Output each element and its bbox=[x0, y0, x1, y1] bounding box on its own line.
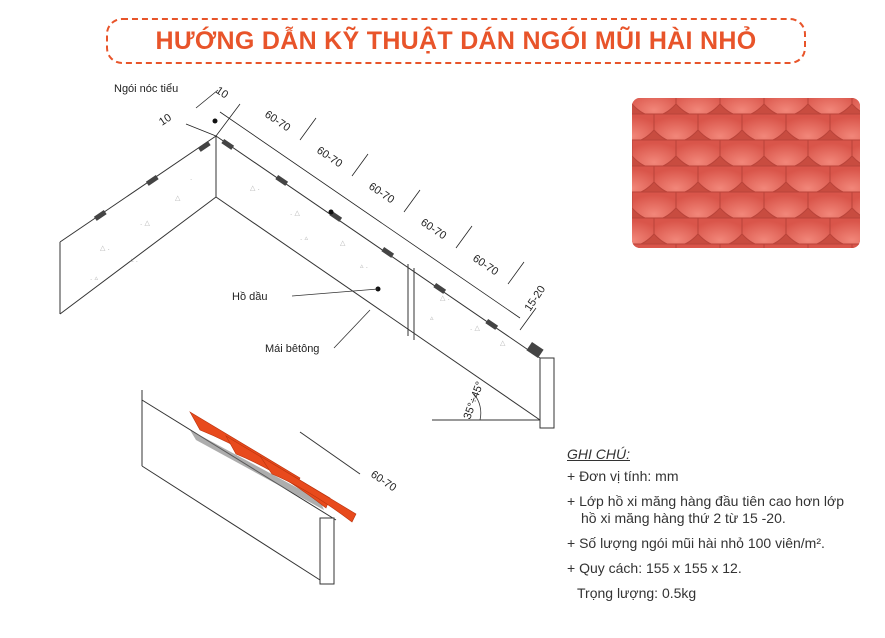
svg-text:▵ .: ▵ . bbox=[360, 262, 368, 270]
svg-text:. △: . △ bbox=[470, 324, 480, 332]
note-layer-line1: + Lớp hồ xi măng hàng đầu tiên cao hơn lớp bbox=[567, 493, 845, 509]
note-unit: + Đơn vị tính: mm bbox=[567, 468, 679, 484]
svg-text:.: . bbox=[190, 174, 193, 182]
tile-section-detail bbox=[190, 412, 356, 522]
eave-dim: 15-20 bbox=[522, 283, 549, 314]
note-layer bbox=[567, 493, 867, 527]
svg-text:△: △ bbox=[340, 239, 346, 247]
svg-text:△ .: △ . bbox=[100, 244, 110, 252]
svg-text:. ▵: . ▵ bbox=[300, 234, 308, 242]
spacing-dim-2: 60-70 bbox=[314, 144, 345, 171]
ridge-dim-b: 10 bbox=[156, 111, 174, 129]
notes-heading: GHI CHÚ: bbox=[567, 446, 630, 462]
mortar-label: Hồ dầu bbox=[232, 291, 268, 303]
note-quantity: + Số lượng ngói mũi hài nhỏ 100 viên/m². bbox=[567, 535, 825, 551]
page-title: HƯỚNG DẪN KỸ THUẬT DÁN NGÓI MŨI HÀI NHỎ bbox=[155, 26, 757, 55]
ridge-tile-label: Ngói nóc tiểu bbox=[114, 83, 179, 95]
note-spec: + Quy cách: 155 x 155 x 12. bbox=[567, 560, 742, 576]
spacing-dim-5: 60-70 bbox=[470, 252, 501, 279]
note-weight: Trọng lượng: 0.5kg bbox=[577, 585, 697, 601]
svg-text:. △: . △ bbox=[290, 209, 300, 217]
notes-panel bbox=[567, 446, 867, 610]
spacing-dim-3: 60-70 bbox=[366, 180, 397, 207]
svg-text:▵ .: ▵ . bbox=[130, 256, 138, 264]
svg-text:△: △ bbox=[500, 339, 506, 347]
spacing-dim-4: 60-70 bbox=[418, 216, 449, 243]
svg-text:▵: ▵ bbox=[430, 314, 434, 322]
detail-spacing-dim: 60-70 bbox=[368, 468, 399, 495]
svg-text:△ .: △ . bbox=[250, 184, 260, 192]
svg-text:△: △ bbox=[175, 194, 181, 202]
svg-text:. ▵: . ▵ bbox=[90, 274, 98, 282]
svg-text:. △: . △ bbox=[140, 219, 150, 227]
ridge-dim-a: 10 bbox=[213, 84, 231, 102]
svg-text:△ .: △ . bbox=[440, 294, 450, 302]
concrete-roof-label: Mái bêtông bbox=[265, 343, 320, 355]
angle-label: 35°÷45° bbox=[461, 379, 487, 422]
spacing-dim-1: 60-70 bbox=[262, 108, 293, 135]
note-layer-line2: hồ xi măng hàng thứ 2 từ 15 -20. bbox=[581, 510, 786, 526]
